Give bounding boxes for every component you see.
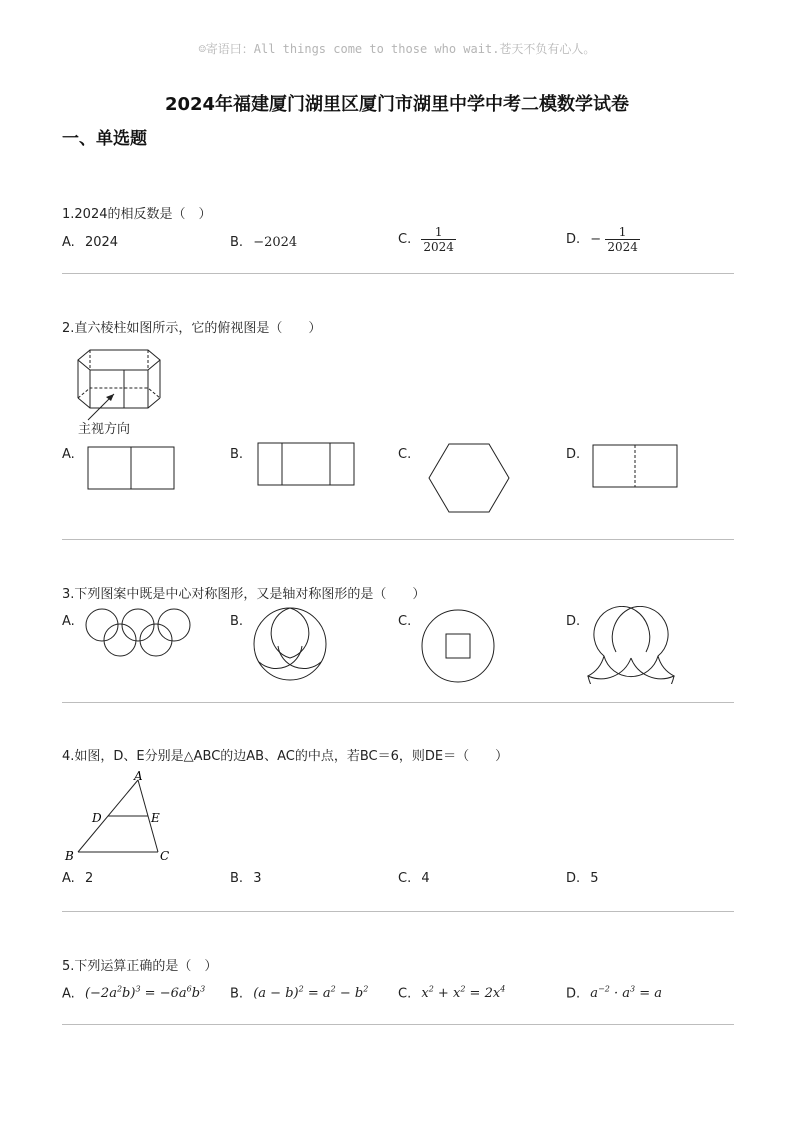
q4-option-a[interactable] (62, 871, 93, 886)
q5-option-c[interactable] (398, 985, 505, 1001)
denominator: 2024 (423, 240, 454, 254)
numerator: 1 (605, 225, 640, 240)
numerator: 1 (421, 225, 456, 240)
denominator: 2024 (607, 240, 638, 254)
divider (62, 702, 734, 703)
divider (62, 1024, 734, 1025)
option-text: −2024 (253, 235, 298, 250)
q3-option-d-label[interactable]: D. (566, 614, 581, 629)
option-label: A. (62, 871, 75, 886)
q3-option-a-figure[interactable] (84, 606, 194, 660)
option-formula: $(-2a^2b)^3 = -6a^6b^3$ (84, 985, 206, 1002)
option-formula: $x^2 + x^2 = 2x^4$ (421, 985, 506, 1002)
option-text: 3 (253, 871, 262, 886)
figure-caption: 主视方向 (78, 422, 131, 437)
option-formula: $a^{-2} \cdot a^3 = a$ (590, 985, 663, 1002)
q3-option-b-label[interactable]: B. (230, 614, 244, 629)
q3-option-c-figure[interactable] (420, 608, 496, 684)
q2-option-c-label[interactable]: C. (398, 447, 412, 462)
q3-option-b-figure[interactable] (252, 606, 328, 682)
q1-option-c[interactable] (398, 225, 456, 254)
option-label: C. (398, 986, 412, 1002)
option-label: A. (62, 986, 75, 1002)
watermark: ☺寄语曰：All things come to those who wait.苍天不负有心人。 (198, 42, 596, 56)
minus-sign: − (590, 232, 602, 247)
q1-option-d[interactable] (566, 225, 640, 254)
triangle-figure (62, 768, 182, 866)
option-label: A. (62, 235, 75, 250)
point-label-d: D (92, 811, 102, 825)
q4-stem: 4.如图，D、E分别是△ABC的边AB、AC的中点，若BC＝6，则DE＝（ ） (62, 749, 509, 764)
q4-option-c[interactable] (398, 871, 430, 886)
q2-option-a-label[interactable]: A. (62, 447, 75, 462)
q3-option-c-label[interactable]: C. (398, 614, 412, 629)
point-label-c: C (160, 849, 170, 863)
option-label: D. (566, 232, 581, 247)
divider (62, 273, 734, 274)
q2-option-b-label[interactable]: B. (230, 447, 244, 462)
q2-option-d-label[interactable]: D. (566, 447, 581, 462)
option-text: 2024 (84, 235, 119, 250)
q2-option-a-figure[interactable] (87, 446, 177, 492)
q1-option-b[interactable] (230, 235, 297, 250)
point-label-b: B (65, 849, 74, 863)
q5-option-b[interactable] (230, 985, 368, 1001)
page-title: 2024年福建厦门湖里区厦门市湖里中学中考二模数学试卷 (164, 94, 630, 115)
q4-option-b[interactable] (230, 871, 261, 886)
q2-option-c-figure[interactable] (428, 442, 512, 516)
q3-option-d-figure[interactable] (586, 606, 676, 684)
q5-option-a[interactable] (62, 985, 205, 1001)
q1-option-a[interactable] (62, 235, 118, 250)
option-label: D. (566, 871, 581, 886)
q5-stem: 5.下列运算正确的是（ ） (62, 959, 218, 974)
fraction (421, 225, 456, 254)
option-text: 2 (84, 871, 94, 886)
option-text: 4 (421, 871, 430, 886)
fraction (605, 225, 640, 254)
q2-option-d-figure[interactable] (592, 444, 680, 490)
option-label: C. (398, 232, 412, 247)
q5-option-d[interactable] (566, 985, 662, 1001)
option-formula: $(a - b)^2 = a^2 - b^2$ (253, 985, 369, 1002)
option-text: 5 (590, 871, 599, 886)
point-label-a: A (134, 769, 143, 783)
q3-option-a-label[interactable]: A. (62, 614, 75, 629)
q3-stem: 3.下列图案中既是中心对称图形，又是轴对称图形的是（ ） (62, 587, 426, 602)
section-heading: 一、单选题 (62, 129, 147, 149)
q2-stem: 2.直六棱柱如图所示，它的俯视图是（ ） (62, 321, 322, 336)
divider (62, 911, 734, 912)
divider (62, 539, 734, 540)
q4-option-d[interactable] (566, 871, 599, 886)
option-label: C. (398, 871, 412, 886)
q1-stem: 1.2024的相反数是（ ） (62, 207, 212, 222)
option-label: B. (230, 986, 244, 1002)
option-label: D. (566, 986, 581, 1002)
q2-option-b-figure[interactable] (257, 442, 357, 488)
option-label: B. (230, 235, 244, 250)
option-label: B. (230, 871, 244, 886)
point-label-e: E (151, 811, 160, 825)
